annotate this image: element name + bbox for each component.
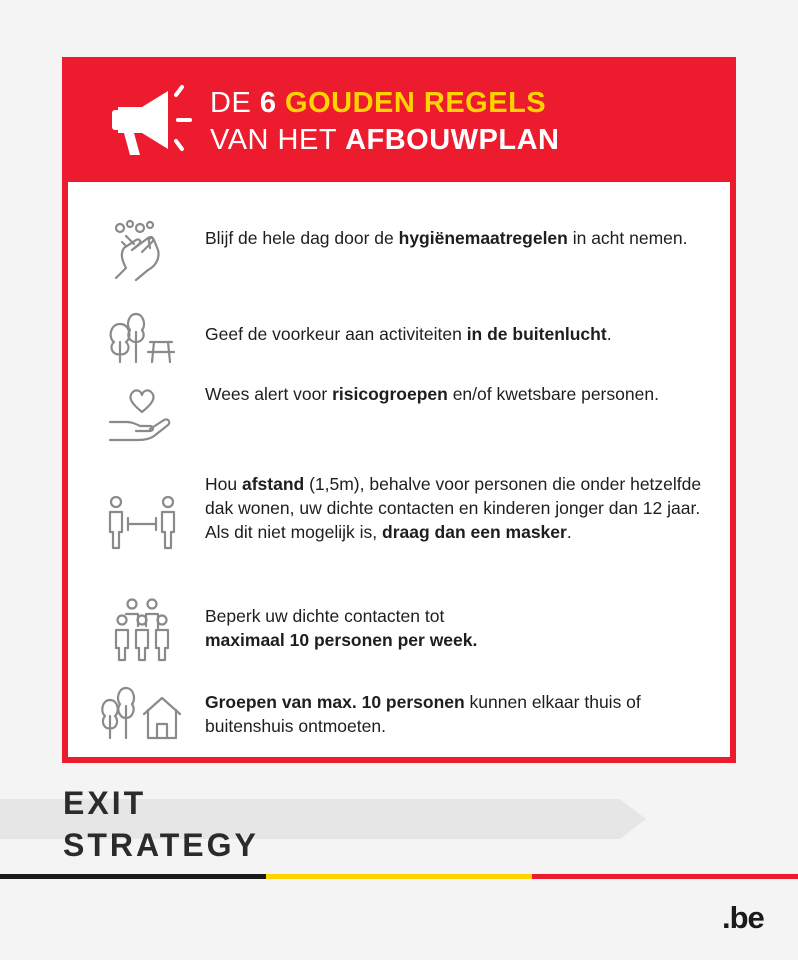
rules-list bbox=[68, 182, 730, 757]
be-logo: .be bbox=[722, 900, 764, 935]
flag-black bbox=[0, 874, 266, 879]
outdoor-icon bbox=[96, 302, 188, 372]
flag-red bbox=[532, 874, 798, 879]
rule-hygiene-text: Blijf de hele dag door de hygiënemaatregelen in acht nemen. bbox=[205, 228, 688, 248]
distance-icon bbox=[96, 488, 188, 558]
rule-contacts-text: Beperk uw dichte contacten tot maximaal 10 personen per week. bbox=[205, 606, 478, 650]
tree-house-icon bbox=[96, 678, 188, 748]
flag-yellow bbox=[266, 874, 532, 879]
group-icon bbox=[96, 596, 188, 666]
card-title: DE 6 GOUDEN REGELS VAN HET AFBOUWPLAN bbox=[210, 87, 560, 156]
heart-hand-icon bbox=[96, 378, 188, 448]
rule-groups-text: Groepen van max. 10 personen kunnen elkaar thuis of buitenshuis ontmoeten. bbox=[205, 692, 641, 736]
rule-risk-groups-text: Wees alert voor risicogroepen en/of kwetsbare personen. bbox=[205, 384, 659, 404]
card-header bbox=[62, 57, 736, 182]
handwash-icon bbox=[96, 218, 188, 288]
flag-bar bbox=[0, 874, 798, 879]
exit-strategy-title: EXIT STRATEGY bbox=[63, 785, 259, 863]
megaphone-icon bbox=[98, 83, 194, 159]
rule-outdoor-text: Geef de voorkeur aan activiteiten in de buitenlucht. bbox=[205, 324, 612, 344]
rule-distance-text: Hou afstand (1,5m), behalve voor personen die onder hetzelfde dak wonen, uw dichte contacten en kinderen jonger dan 12 jaar. Als dit niet mogelijk is, draag dan een masker. bbox=[205, 474, 702, 542]
rules-card bbox=[62, 57, 736, 763]
